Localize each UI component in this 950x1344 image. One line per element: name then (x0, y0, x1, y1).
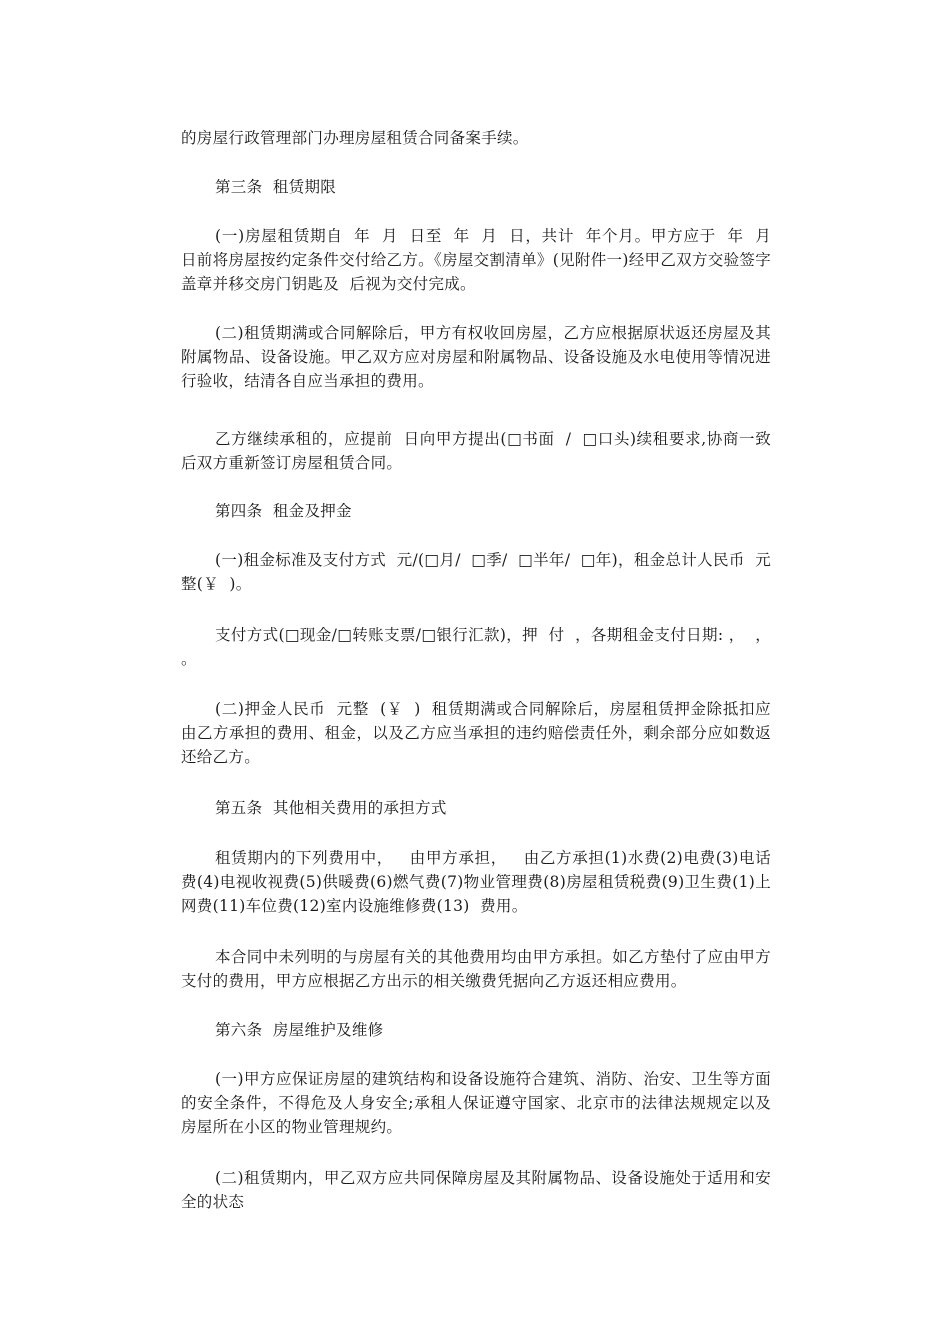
section-heading: 第六条 房屋维护及维修 (215, 1021, 384, 1039)
paragraph-text: (一)房屋租赁期自 年 月 日至 年 月 日，共计 年个月。甲方应于 年 月 日前将房屋按约定条件交付给乙方。《房屋交割清单》(见附件一)经甲乙双方交验签字盖章并移交房门钥匙及 后视为交付完成。 (181, 227, 782, 293)
article-3-clause-1 (181, 224, 782, 296)
article-6-clause-2 (181, 1166, 771, 1214)
article-6-heading (181, 1018, 771, 1042)
article-4-heading (181, 499, 771, 523)
section-heading: 第三条 租赁期限 (215, 178, 337, 196)
article-3-heading (181, 175, 771, 199)
paragraph-text: (一)甲方应保证房屋的建筑结构和设备设施符合建筑、消防、治安、卫生等方面的安全条件，不得危及人身安全;承租人保证遵守国家、北京市的法律法规规定以及房屋所在小区的物业管理规约。 (181, 1070, 771, 1136)
article-6-clause-1 (181, 1067, 771, 1139)
paragraph-text: (二)押金人民币 元整 (￥ ) 租赁期满或合同解除后，房屋租赁押金除抵扣应由乙方承担的费用、租金，以及乙方应当承担的违约赔偿责任外，剩余部分应如数返还给乙方。 (181, 700, 771, 766)
article-4-clause-1 (181, 548, 771, 596)
article-5-other-fees-paragraph (181, 945, 771, 993)
article-4-clause-2 (181, 697, 771, 769)
article-3-clause-2 (181, 321, 771, 393)
paragraph-text: 支付方式(□现金/□转账支票/□银行汇款)，押 付 ，各期租金支付日期: ， ， 。 (181, 626, 782, 668)
paragraph-text: 的房屋行政管理部门办理房屋租赁合同备案手续。 (181, 129, 529, 147)
paragraph-text: 本合同中未列明的与房屋有关的其他费用均由甲方承担。如乙方垫付了应由甲方支付的费用，甲方应根据乙方出示的相关缴费凭据向乙方返还相应费用。 (181, 948, 771, 990)
paragraph-text: 租赁期内的下列费用中， 由甲方承担， 由乙方承担(1)水费(2)电费(3)电话费(4)电视收视费(5)供暖费(6)燃气费(7)物业管理费(8)房屋租赁税费(9)卫生费(1)上网费(11)车位费(12)室内设施维修费(13) 费用。 (181, 849, 771, 915)
payment-method-paragraph (181, 623, 782, 671)
paragraph-text: (一)租金标准及支付方式 元/(□月/ □季/ □半年/ □年)，租金总计人民币 元整(￥ )。 (181, 551, 771, 593)
paragraph-text: (二)租赁期满或合同解除后，甲方有权收回房屋，乙方应根据原状返还房屋及其附属物品、设备设施。甲乙双方应对房屋和附属物品、设备设施及水电使用等情况进行验收，结清各自应当承担的费用。 (181, 324, 771, 390)
section-heading: 第四条 租金及押金 (215, 502, 352, 520)
article-5-fees-paragraph (181, 846, 771, 918)
section-heading: 第五条 其他相关费用的承担方式 (215, 799, 447, 817)
paragraph-text: 乙方继续承租的，应提前 日向甲方提出(□书面 / □口头)续租要求,协商一致后双方重新签订房屋租赁合同。 (181, 430, 771, 472)
paragraph-text: (二)租赁期内，甲乙双方应共同保障房屋及其附属物品、设备设施处于适用和安全的状态 (181, 1169, 771, 1211)
renewal-paragraph (181, 427, 771, 475)
article-5-heading (181, 796, 771, 820)
paragraph-continuation (181, 126, 771, 150)
